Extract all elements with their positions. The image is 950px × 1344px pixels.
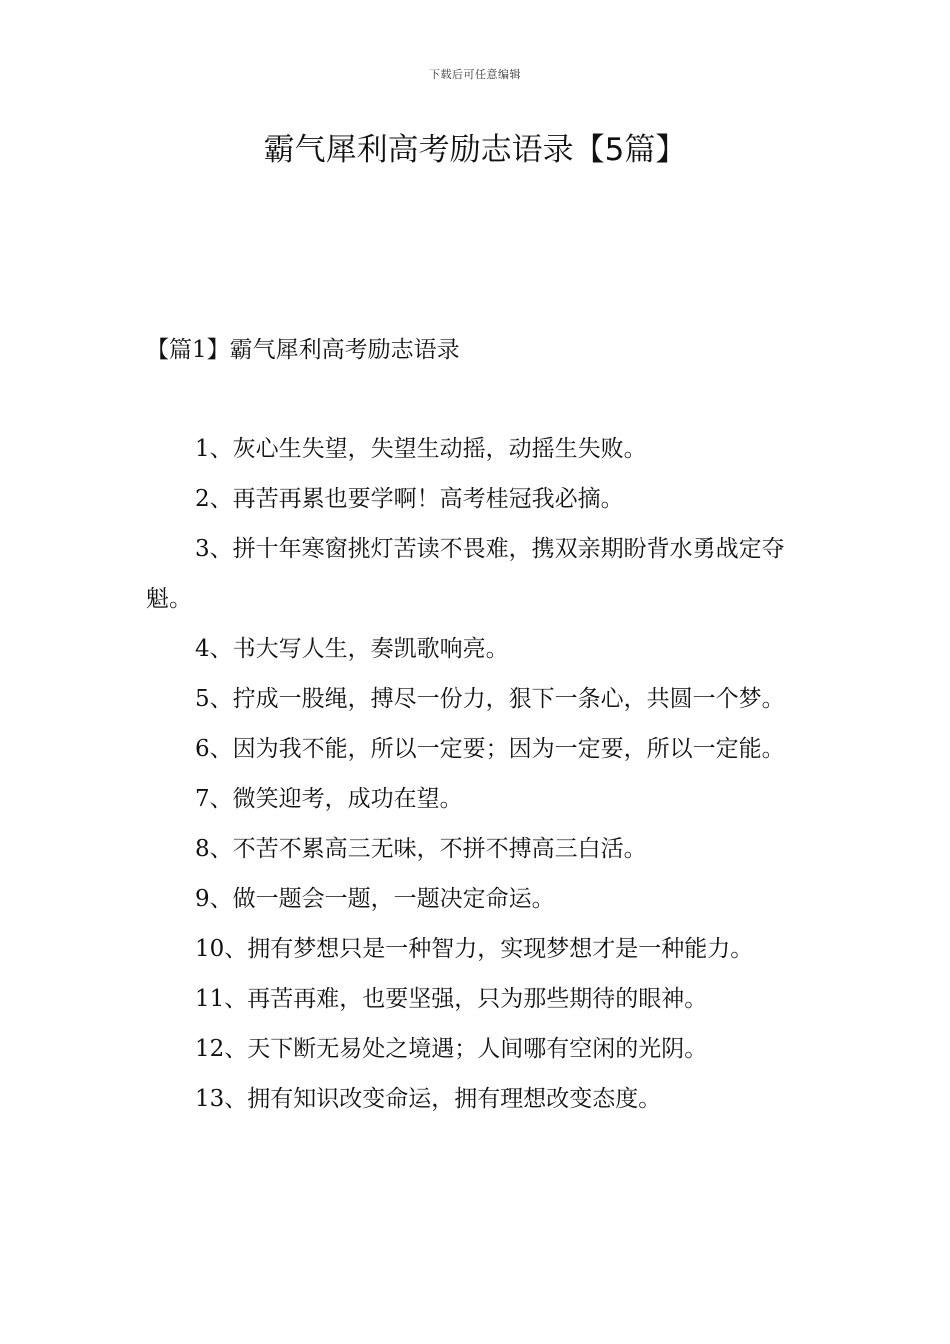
quote-item: 5、拧成一股绳，搏尽一份力，狠下一条心，共圆一个梦。 [195,686,785,712]
quote-item: 11、再苦再难，也要坚强，只为那些期待的眼神。 [195,986,708,1012]
quote-item: 9、做一题会一题，一题决定命运。 [195,886,555,912]
quote-item: 12、天下断无易处之境遇；人间哪有空闲的光阴。 [195,1036,708,1062]
document-title: 霸气犀利高考励志语录【5篇】 [263,132,687,168]
quote-item: 1、灰心生失望，失望生动摇，动摇生失败。 [195,436,647,462]
header-note: 下载后可任意编辑 [429,68,521,81]
quote-list [146,424,808,1124]
quote-item: 2、再苦再累也要学啊！高考桂冠我必摘。 [195,486,624,512]
quote-item: 4、书大写人生，奏凯歌响亮。 [195,636,509,662]
quote-item: 3、拼十年寒窗挑灯苦读不畏难，携双亲期盼背水勇战定夺魁。 [146,536,785,612]
quote-item: 6、因为我不能，所以一定要；因为一定要，所以一定能。 [195,736,785,762]
quote-item: 7、微笑迎考，成功在望。 [195,786,463,812]
section-heading: 【篇1】霸气犀利高考励志语录 [146,337,460,363]
quote-item: 8、不苦不累高三无味，不拼不搏高三白活。 [195,836,647,862]
quote-item: 13、拥有知识改变命运，拥有理想改变态度。 [195,1086,662,1112]
quote-item: 10、拥有梦想只是一种智力，实现梦想才是一种能力。 [195,936,754,962]
